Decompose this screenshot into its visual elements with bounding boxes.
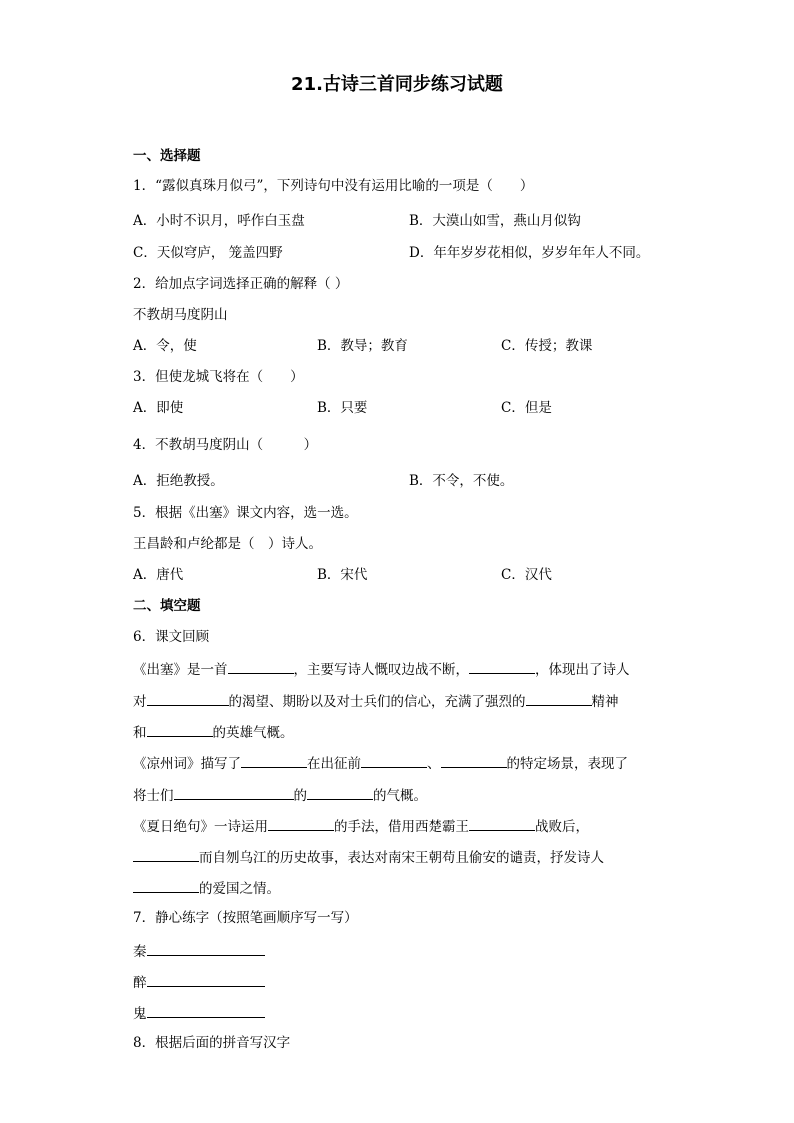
- text-segment: 战败后，: [535, 819, 589, 835]
- text-segment: 的渴望、期盼以及对士兵们的信心，充满了强烈的: [228, 694, 526, 710]
- section-heading-choice: 一、选择题: [133, 148, 201, 164]
- answer-blank[interactable]: [469, 815, 535, 831]
- text-segment: 、: [427, 756, 441, 772]
- writing-blank[interactable]: [147, 971, 265, 987]
- question-2-option-a: A．令，使: [133, 338, 197, 354]
- answer-blank[interactable]: [526, 690, 592, 706]
- writing-blank[interactable]: [147, 940, 265, 956]
- question-2-option-b: B．教导；教育: [317, 338, 408, 354]
- text-segment: 和: [133, 725, 147, 741]
- text-segment: 的手法，借用西楚霸王: [334, 819, 469, 835]
- question-6-line-2: [133, 690, 619, 712]
- question-1-option-a: A．小时不识月，呼作白玉盘: [133, 213, 305, 229]
- answer-blank[interactable]: [241, 752, 307, 768]
- text-segment: 《夏日绝句》一诗运用: [133, 819, 268, 835]
- question-1-option-b: B．大漠山如雪，燕山月似钩: [409, 213, 581, 229]
- text-segment: 的英雄气概。: [212, 725, 294, 741]
- answer-blank[interactable]: [268, 815, 334, 831]
- question-3-option-c: C．但是: [501, 400, 552, 416]
- question-6-line-5: [133, 784, 427, 806]
- question-2-stem: 2．给加点字词选择正确的解释（ ）: [133, 276, 349, 292]
- section-heading-fill: 二、填空题: [133, 598, 201, 614]
- question-6-line-6: [133, 815, 589, 837]
- text-segment: 的爱国之情。: [199, 881, 280, 897]
- answer-blank[interactable]: [133, 846, 199, 862]
- practice-row-qin: [133, 940, 265, 962]
- text-segment: 的气概。: [373, 788, 427, 804]
- answer-blank[interactable]: [174, 784, 294, 800]
- question-4-stem: 4．不教胡马度阴山（ ）: [133, 437, 318, 453]
- question-5-stem: 5．根据《出塞》课文内容，选一选。: [133, 505, 358, 521]
- text-segment: 精神: [591, 694, 619, 710]
- question-1-stem: 1．“露似真珠月似弓”，下列诗句中没有运用比喻的一项是（ ）: [133, 178, 534, 194]
- text-segment: 将士们: [133, 788, 174, 804]
- text-segment: 而自刎乌江的历史故事，表达对南宋王朝苟且偷安的谴责，抒发诗人: [199, 850, 604, 866]
- practice-character: 秦: [133, 944, 147, 960]
- writing-blank[interactable]: [147, 1002, 265, 1018]
- answer-blank[interactable]: [147, 690, 229, 706]
- question-6-line-8: [133, 877, 280, 899]
- practice-row-gui: [133, 1002, 265, 1024]
- answer-blank[interactable]: [228, 658, 294, 674]
- question-5-subtext: 王昌龄和卢纶都是（ ）诗人。: [133, 536, 322, 552]
- text-segment: 《凉州词》描写了: [133, 756, 241, 772]
- question-3-stem: 3．但使龙城飞将在（ ）: [133, 369, 304, 385]
- question-2-option-c: C．传授；教课: [501, 338, 593, 354]
- answer-blank[interactable]: [361, 752, 427, 768]
- question-2-subtext: 不教胡马度阴山: [133, 307, 228, 323]
- question-4-option-a: A．拒绝教授。: [133, 473, 224, 489]
- question-7-stem: 7．静心练字（按照笔画顺序写一写）: [133, 910, 358, 926]
- question-6-stem: 6．课文回顾: [133, 629, 210, 645]
- page-title: 21.古诗三首同步练习试题: [291, 74, 503, 95]
- answer-blank[interactable]: [147, 721, 213, 737]
- practice-character: 醉: [133, 975, 147, 991]
- text-segment: ，主要写诗人慨叹边战不断，: [293, 662, 469, 678]
- question-1-option-c: C．天似穹庐， 笼盖四野: [133, 245, 283, 261]
- question-1-option-d: D．年年岁岁花相似，岁岁年年人不同。: [409, 245, 650, 261]
- question-8-stem: 8．根据后面的拼音写汉字: [133, 1035, 291, 1051]
- question-3-option-a: A．即使: [133, 400, 184, 416]
- answer-blank[interactable]: [307, 784, 373, 800]
- practice-row-zui: [133, 971, 265, 993]
- question-5-option-c: C．汉代: [501, 567, 552, 583]
- practice-character: 鬼: [133, 1006, 147, 1022]
- text-segment: 的: [293, 788, 307, 804]
- answer-blank[interactable]: [133, 877, 199, 893]
- text-segment: 的特定场景，表现了: [506, 756, 628, 772]
- text-segment: 对: [133, 694, 147, 710]
- question-6-line-1: [133, 658, 630, 680]
- question-5-option-a: A．唐代: [133, 567, 184, 583]
- text-segment: 在出征前: [307, 756, 361, 772]
- answer-blank[interactable]: [469, 658, 535, 674]
- text-segment: ，体现出了诗人: [535, 662, 630, 678]
- question-5-option-b: B．宋代: [317, 567, 368, 583]
- question-3-option-b: B．只要: [317, 400, 368, 416]
- question-6-line-3: [133, 721, 294, 743]
- answer-blank[interactable]: [441, 752, 507, 768]
- question-4-option-b: B．不令，不使。: [409, 473, 514, 489]
- question-6-line-7: [133, 846, 604, 868]
- text-segment: 《出塞》是一首: [133, 662, 228, 678]
- question-6-line-4: [133, 752, 628, 774]
